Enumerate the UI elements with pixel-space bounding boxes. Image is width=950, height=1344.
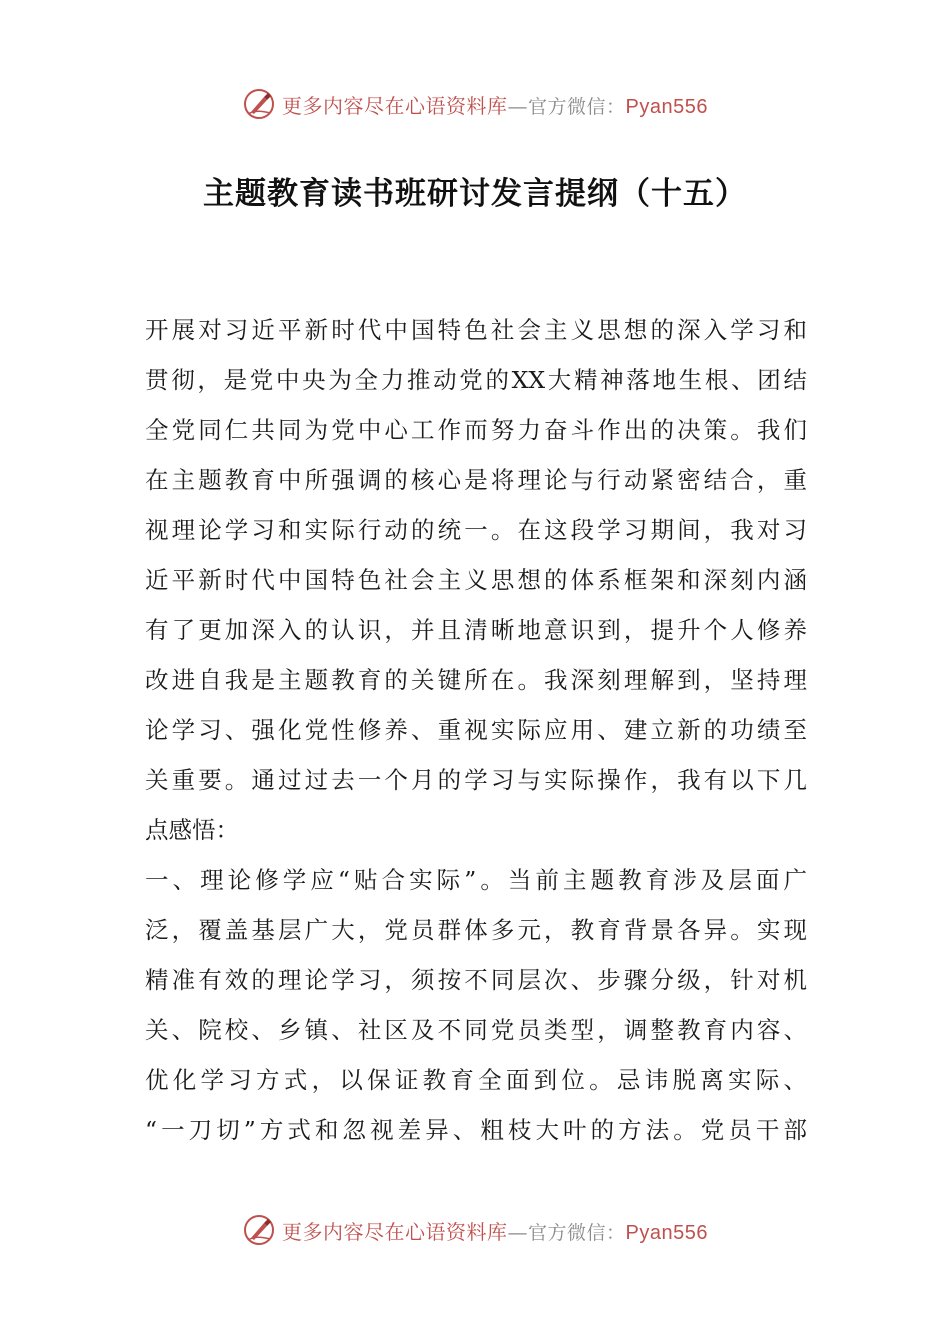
body-line: 点感悟： — [145, 816, 239, 844]
watermark-site-text: 更多内容尽在心语资料库 — [282, 93, 508, 118]
watermark-wechat-id: Pyan556 — [625, 1221, 708, 1244]
watermark-dash: — — [507, 1219, 528, 1244]
body-line: 在主题教育中所强调的核心是将理论与行动紧密结合，重 — [145, 466, 807, 494]
body-line: 关重要。通过过去一个月的学习与实际操作，我有以下几 — [145, 766, 807, 794]
body-line: 一、理论修学应“贴合实际”。当前主题教育涉及层面广 — [145, 866, 807, 894]
body-line: 开展对习近平新时代中国特色社会主义思想的深入学习和 — [145, 316, 807, 344]
body-line: 视理论学习和实际行动的统一。在这段学习期间，我对习 — [145, 516, 807, 544]
body-line: 近平新时代中国特色社会主义思想的体系框架和深刻内涵 — [145, 566, 807, 594]
body-line: 关、院校、乡镇、社区及不同党员类型，调整教育内容、 — [145, 1016, 807, 1044]
body-line: 有了更加深入的认识，并且清晰地意识到，提升个人修养 — [145, 616, 807, 644]
header-watermark — [0, 84, 950, 124]
body-line: 论学习、强化党性修养、重视实际应用、建立新的功绩至 — [145, 716, 807, 744]
footer-watermark — [0, 1210, 950, 1250]
watermark-dash: — — [507, 93, 528, 118]
watermark-official-label: 官方微信： — [528, 95, 626, 118]
body-line: 优化学习方式，以保证教育全面到位。忌讳脱离实际、 — [145, 1066, 807, 1094]
watermark-wechat-id: Pyan556 — [625, 95, 708, 118]
body-line: 改进自我是主题教育的关键所在。我深刻理解到，坚持理 — [145, 666, 807, 694]
body-line: 全党同仁共同为党中心工作而努力奋斗作出的决策。我们 — [145, 416, 807, 444]
document-title: 主题教育读书班研讨发言提纲（十五） — [203, 176, 747, 212]
document-body — [145, 305, 807, 1155]
pen-logo-icon — [242, 1213, 276, 1247]
body-line: “一刀切”方式和忽视差异、粗枝大叶的方法。党员干部 — [145, 1116, 807, 1144]
pen-logo-icon — [242, 87, 276, 121]
watermark-text — [282, 90, 708, 119]
body-line: 贯彻，是党中央为全力推动党的XX大精神落地生根、团结 — [145, 366, 807, 394]
watermark-official-label: 官方微信： — [528, 1221, 626, 1244]
watermark-site-text: 更多内容尽在心语资料库 — [282, 1219, 508, 1244]
watermark-text — [282, 1216, 708, 1245]
body-line: 精准有效的理论学习，须按不同层次、步骤分级，针对机 — [145, 966, 807, 994]
body-line: 泛，覆盖基层广大，党员群体多元，教育背景各异。实现 — [145, 916, 807, 944]
